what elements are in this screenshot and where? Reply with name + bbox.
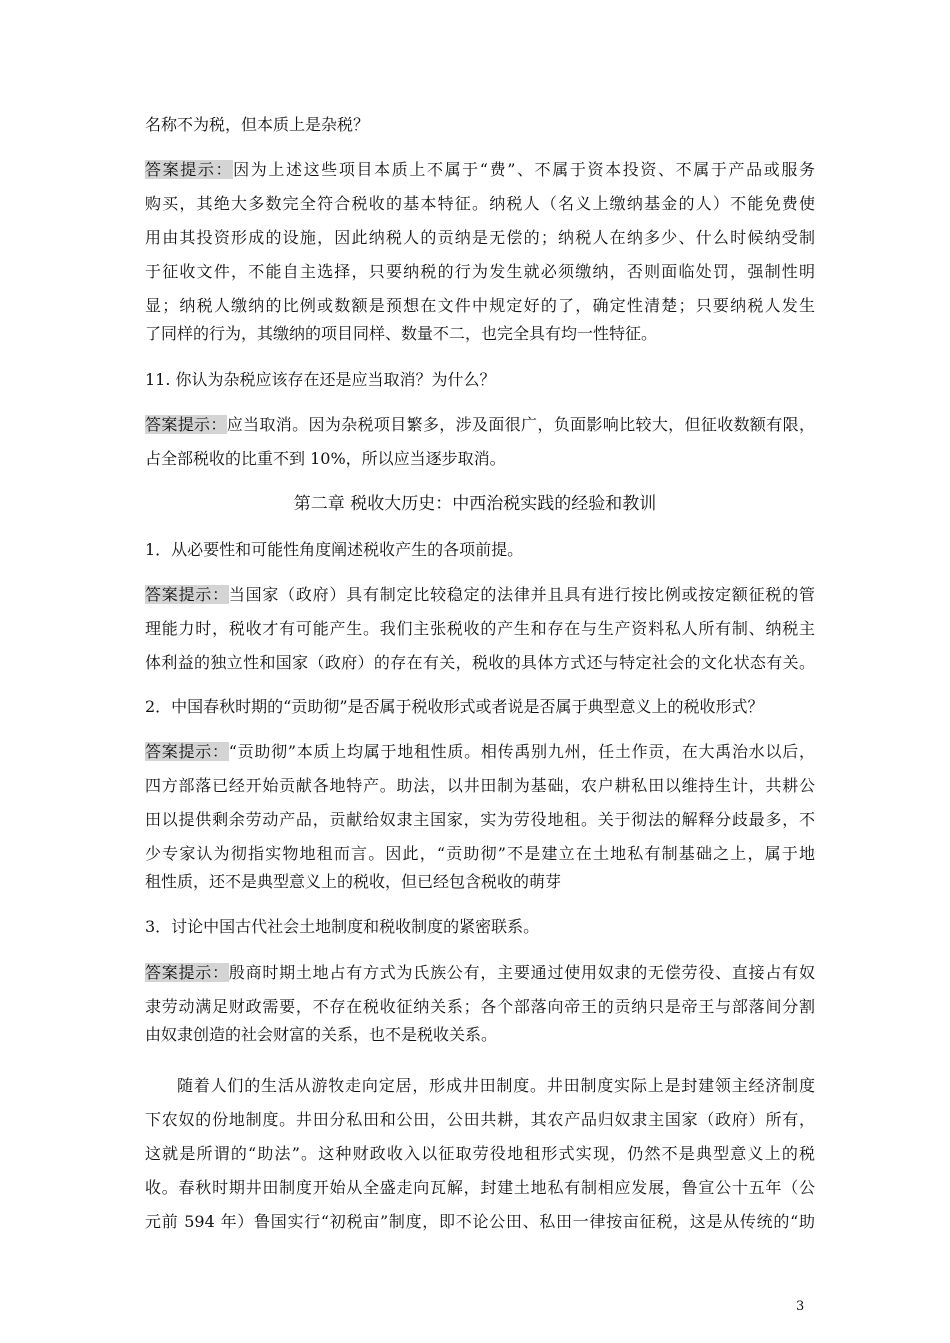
answer-q11-line-2: 占全部税收的比重不到 10%，所以应当逐步取消。 xyxy=(145,449,506,468)
chapter2-question-3: 3．讨论中国古代社会土地制度和税收制度的紧密联系。 xyxy=(145,917,540,936)
chapter2-answer-1-line-3: 体利益的独立性和国家（政府）的存在有关，税收的具体方式还与特定社会的文化状态有关。 xyxy=(145,653,815,672)
answer-q10-line-5: 显；纳税人缴纳的比例或数额是预想在文件中规定好的了，确定性清楚；只要纳税人发生 xyxy=(145,296,815,315)
chapter2-answer-3-line-3: 由奴隶创造的社会财富的关系，也不是税收关系。 xyxy=(145,1025,498,1044)
chapter-title: 第二章 税收大历史：中西治税实践的经验和教训 xyxy=(293,494,657,514)
answer-q10-line-4: 于征收文件，不能自主选择，只要纳税的行为发生就必须缴纳，否则面临处罚，强制性明 xyxy=(145,262,815,281)
page-number: 3 xyxy=(796,1299,805,1314)
chapter2-question-2: 2．中国春秋时期的“贡助彻”是否属于税收形式或者说是否属于典型意义上的税收形式？ xyxy=(145,697,764,716)
chapter2-answer-2-line-3: 田以提供剩余劳动产品，贡献给奴隶主国家，实为劳役地租。关于彻法的解释分歧最多，不 xyxy=(145,810,815,829)
answer-q10-line-1 xyxy=(145,159,815,181)
body-paragraph-line-1: 随着人们的生活从游牧走向定居，形成井田制度。井田制度实际上是封建领主经济制度 xyxy=(177,1076,815,1095)
chapter2-answer-3-line-2: 隶劳动满足财政需要，不存在税收征纳关系；各个部落向帝王的贡纳只是帝王与部落间分割 xyxy=(145,997,815,1016)
answer-q10-line-3: 用由其投资形成的设施，因此纳税人的贡纳是无偿的；纳税人在纳多少、什么时候纳受制 xyxy=(145,228,815,247)
answer-label: 答案提示： xyxy=(145,963,229,982)
answer-text: “贡助彻”本质上均属于地租性质。相传禹别九州，任土作贡，在大禹治水以后， xyxy=(228,742,815,761)
chapter2-answer-2-line-2: 四方部落已经开始贡献各地特产。助法，以井田制为基础，农户耕私田以维持生计，共耕公 xyxy=(145,776,815,795)
intro-line: 名称不为税，但本质上是杂税？ xyxy=(145,115,370,134)
body-paragraph-line-3: 这就是所谓的“助法”。这种财政收入以征取劳役地租形式实现，仍然不是典型意义上的税 xyxy=(145,1144,815,1163)
answer-label: 答案提示： xyxy=(145,415,227,434)
chapter2-question-1: 1．从必要性和可能性角度阐述税收产生的各项前提。 xyxy=(145,540,524,559)
question-11: 11. 你认为杂税应该存在还是应当取消？为什么？ xyxy=(145,370,496,389)
answer-text: 殷商时期土地占有方式为氏族公有，主要通过使用奴隶的无偿劳役、直接占有奴 xyxy=(228,963,815,982)
chapter2-answer-1-line-2: 理能力时，税收才有可能产生。我们主张税收的产生和存在与生产资料私人所有制、纳税主 xyxy=(145,619,815,638)
answer-label: 答案提示： xyxy=(145,160,234,179)
answer-q11-line-1 xyxy=(145,414,815,436)
chapter2-answer-2-line-5: 租性质，还不是典型意义上的税收，但已经包含税收的萌芽 xyxy=(145,872,562,891)
answer-label: 答案提示： xyxy=(145,742,229,761)
body-paragraph-line-5: 元前 594 年）鲁国实行“初税亩”制度，即不论公田、私田一律按亩征税，这是从传统的“助 xyxy=(145,1212,815,1231)
answer-q10-line-2: 购买，其绝大多数完全符合税收的基本特征。纳税人（名义上缴纳基金的人）不能免费使 xyxy=(145,194,815,213)
chapter2-answer-2-line-1 xyxy=(145,741,815,763)
answer-text: 当国家（政府）具有制定比较稳定的法律并且具有进行按比例或按定额征税的管 xyxy=(228,585,815,604)
chapter2-answer-1-line-1 xyxy=(145,584,815,606)
answer-label: 答案提示： xyxy=(145,585,229,604)
answer-text: 应当取消。因为杂税项目繁多，涉及面很广，负面影响比较大，但征收数额有限， xyxy=(226,415,815,434)
chapter2-answer-3-line-1 xyxy=(145,962,815,984)
body-paragraph-line-2: 下农奴的份地制度。井田分私田和公田，公田共耕，其农产品归奴隶主国家（政府）所有， xyxy=(145,1110,815,1129)
answer-q10-line-6: 了同样的行为，其缴纳的项目同样、数量不二，也完全具有均一性特征。 xyxy=(145,324,658,343)
body-paragraph-line-4: 收。春秋时期井田制度开始从全盛走向瓦解，封建土地私有制相应发展，鲁宣公十五年（公 xyxy=(145,1178,815,1197)
chapter2-answer-2-line-4: 少专家认为彻指实物地租而言。因此，“贡助彻”不是建立在土地私有制基础之上，属于地 xyxy=(145,844,815,863)
answer-text: 因为上述这些项目本质上不属于“费”、不属于资本投资、不属于产品或服务 xyxy=(233,160,815,179)
